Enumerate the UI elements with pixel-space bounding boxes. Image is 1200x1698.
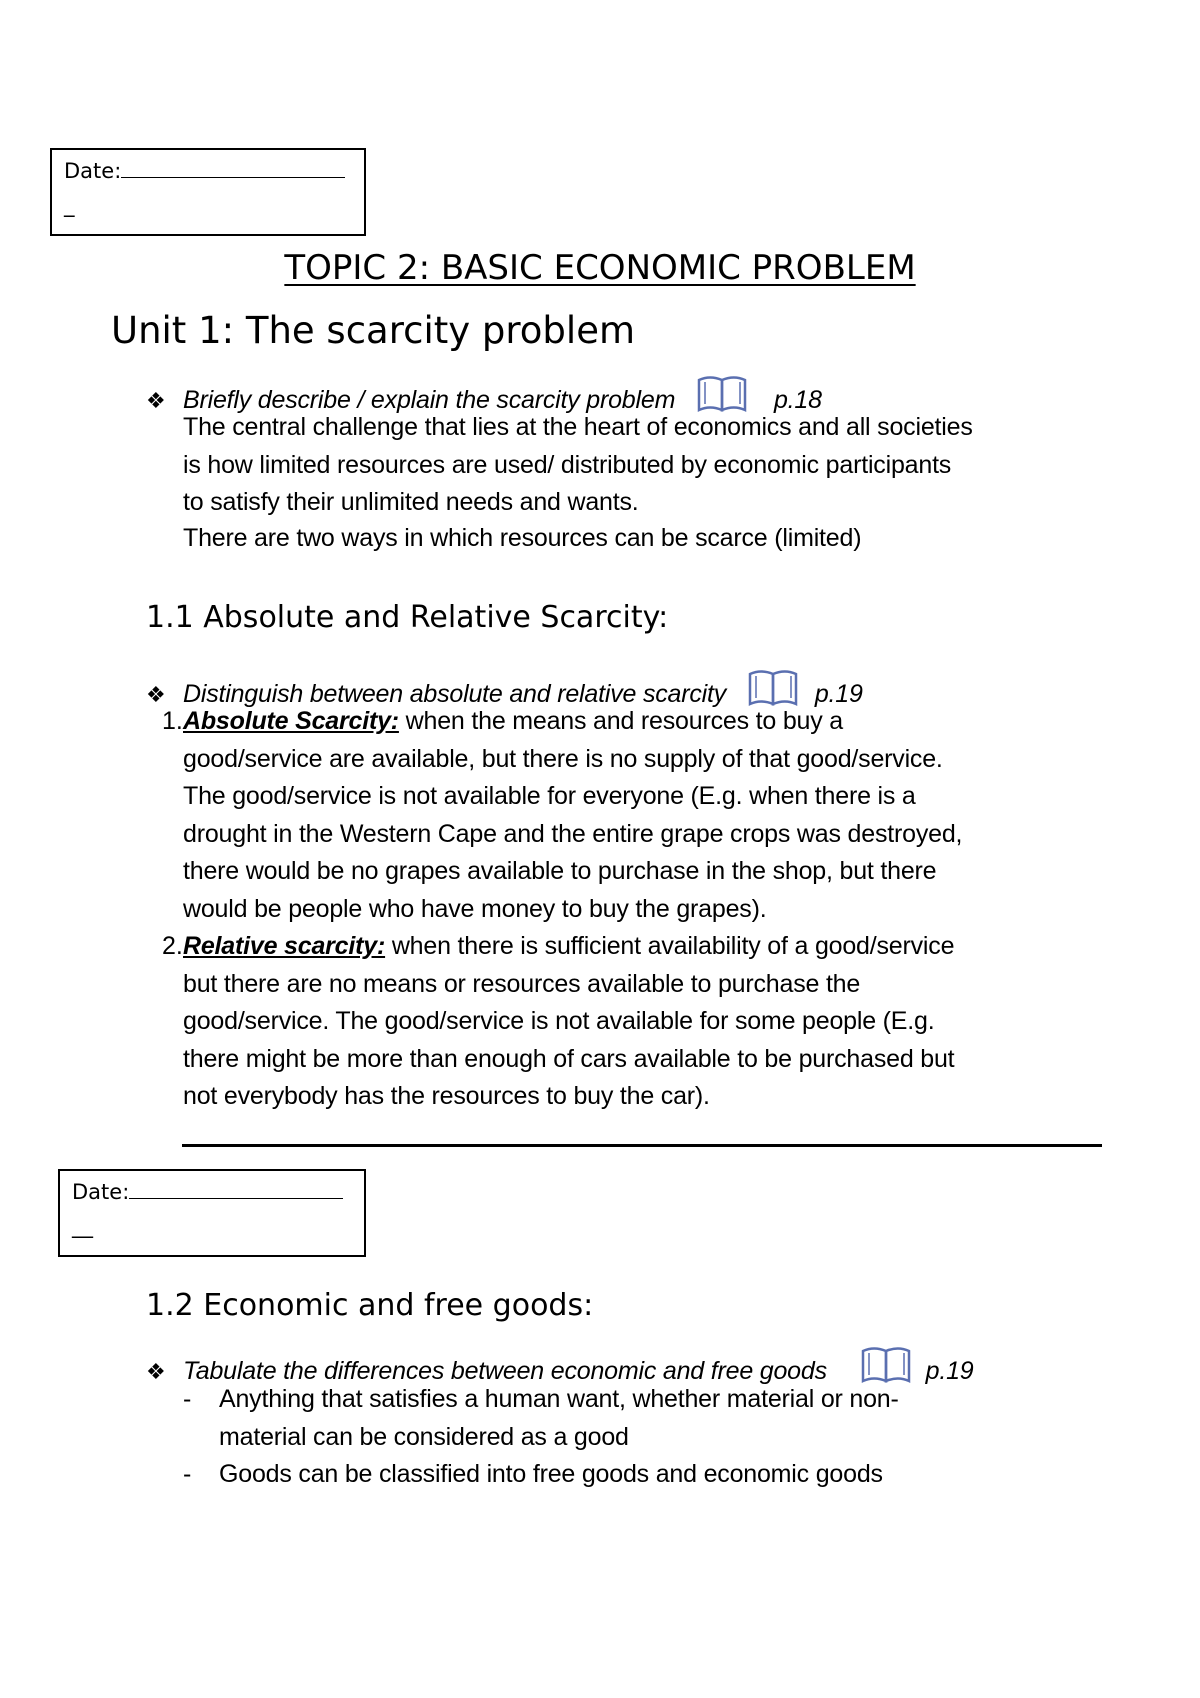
section-heading: 1.2 Economic and free goods: — [146, 1288, 594, 1323]
date-continuation: _ — [64, 193, 75, 217]
page-reference: p.19 — [925, 1357, 974, 1385]
dash-list-item — [219, 1456, 883, 1494]
date-continuation: __ — [72, 1214, 93, 1238]
text-line: to satisfy their unlimited needs and wants. — [183, 488, 639, 516]
definition-text: when there is sufficient availability of a good/service — [385, 932, 955, 960]
text-line: Anything that satisfies a human want, whether material or non- — [219, 1385, 899, 1413]
list-item-relative-scarcity — [183, 928, 954, 1116]
list-number: 2. — [162, 932, 183, 960]
section-divider — [182, 1144, 1102, 1147]
text-line: not everybody has the resources to buy the car). — [183, 1082, 710, 1110]
date-blank-line[interactable] — [121, 159, 345, 178]
text-line: The good/service is not available for everyone (E.g. when there is a — [183, 782, 916, 810]
text-line: there might be more than enough of cars available to be purchased but — [183, 1044, 955, 1073]
text-line: but there are no means or resources available to purchase the — [183, 969, 861, 998]
text-line: Goods can be classified into free goods and economic goods — [219, 1460, 883, 1488]
date-label: Date: — [64, 159, 122, 183]
term-absolute-scarcity: Absolute Scarcity: — [183, 707, 399, 735]
dash-marker: - — [183, 1460, 192, 1488]
text-line: would be people who have money to buy the grapes). — [183, 894, 767, 923]
text-line: is how limited resources are used/ distributed by economic participants — [183, 450, 952, 479]
unit-title: Unit 1: The scarcity problem — [111, 309, 635, 352]
term-relative-scarcity: Relative scarcity: — [183, 932, 386, 960]
text-line: The central challenge that lies at the heart of economics and all societies — [183, 413, 973, 441]
date-box — [58, 1169, 366, 1257]
date-blank-line[interactable] — [129, 1180, 343, 1199]
page-reference: p.19 — [814, 680, 863, 708]
definition-text: when the means and resources to buy a — [398, 707, 843, 735]
task-text: Tabulate the differences between economic and free goods — [183, 1357, 827, 1385]
dash-list-item — [219, 1381, 899, 1456]
list-item-absolute-scarcity — [183, 703, 962, 928]
page-title: TOPIC 2: BASIC ECONOMIC PROBLEM — [284, 248, 916, 288]
text-line: there would be no grapes available to purchase in the shop, but there — [183, 857, 937, 885]
task-text: Briefly describe / explain the scarcity problem — [183, 386, 676, 414]
date-label: Date: — [72, 1180, 130, 1204]
text-line: material can be considered as a good — [219, 1422, 629, 1451]
text-line: There are two ways in which resources can be scarce (limited) — [183, 523, 862, 552]
list-number: 1. — [162, 707, 183, 735]
diamond-bullet-icon: ❖ — [146, 1360, 166, 1385]
page-reference: p.18 — [773, 386, 822, 414]
text-line: good/service. The good/service is not available for some people (E.g. — [183, 1007, 935, 1035]
text-line: drought in the Western Cape and the entire grape crops was destroyed, — [183, 819, 963, 848]
dash-marker: - — [183, 1385, 192, 1413]
intro-paragraph — [183, 409, 973, 557]
date-box — [50, 148, 366, 236]
diamond-bullet-icon: ❖ — [146, 389, 166, 414]
text-line: good/service are available, but there is no supply of that good/service. — [183, 744, 943, 773]
section-heading: 1.1 Absolute and Relative Scarcity: — [146, 600, 669, 635]
task-text: Distinguish between absolute and relative scarcity — [183, 680, 727, 708]
diamond-bullet-icon: ❖ — [146, 683, 166, 708]
